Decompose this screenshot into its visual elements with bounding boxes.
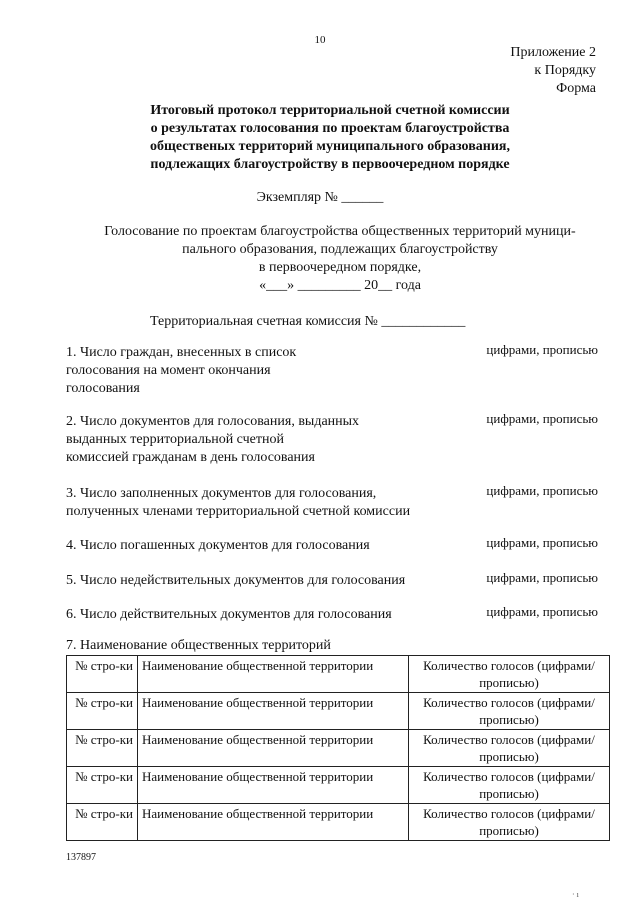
- appendix-line: Форма: [556, 81, 596, 96]
- territory-name-cell: Наименование общественной территории: [138, 804, 409, 841]
- voting-line: в первоочередном порядке,: [258, 260, 422, 275]
- item-text: выданных территориальной счетной: [66, 432, 284, 447]
- voting-date: «___» _________ 20__ года: [259, 278, 421, 293]
- page-number: 10: [314, 34, 326, 46]
- item-7-heading: 7. Наименование общественных территорий: [66, 638, 331, 653]
- row-number-cell: № стро-ки: [67, 656, 138, 693]
- title-line: Итоговый протокол территориальной счетной комиссии: [150, 103, 510, 118]
- appendix-line: к Порядку: [534, 63, 596, 78]
- item-1-hint: цифрами, прописью: [486, 342, 598, 357]
- item-text: голосования на момент окончания: [66, 363, 271, 378]
- table-row: [67, 693, 610, 730]
- territory-name-cell: Наименование общественной территории: [138, 656, 409, 693]
- voting-description: [70, 223, 610, 295]
- item-text: полученных членами территориальной счетной комиссии: [66, 504, 411, 519]
- table-row: [67, 804, 610, 841]
- row-number-cell: № стро-ки: [67, 730, 138, 767]
- item-3: [66, 485, 466, 521]
- item-6: [66, 606, 456, 624]
- item-2: [66, 413, 456, 467]
- document-title: [80, 102, 580, 174]
- item-text: 6. Число действительных документов для голосования: [66, 607, 392, 622]
- row-number-cell: № стро-ки: [67, 693, 138, 730]
- voting-line: Голосование по проектам благоустройства общественных территорий муници-: [104, 224, 576, 239]
- item-text: 4. Число погашенных документов для голосования: [66, 538, 370, 553]
- title-line: подлежащих благоустройству в первоочередном порядке: [150, 157, 510, 172]
- table-row: [67, 730, 610, 767]
- item-3-hint: цифрами, прописью: [486, 483, 598, 498]
- footer-code: 137897: [66, 852, 96, 863]
- appendix-block: [510, 44, 596, 98]
- votes-cell: Количество голосов (цифрами/прописью): [409, 804, 610, 841]
- title-line: о результатах голосования по проектам благоустройства: [150, 121, 510, 136]
- commission-number: Территориальная счетная комиссия № ____________: [150, 314, 466, 329]
- item-text: 5. Число недействительных документов для голосования: [66, 573, 406, 588]
- territory-name-cell: Наименование общественной территории: [138, 693, 409, 730]
- item-5-hint: цифрами, прописью: [486, 570, 598, 585]
- votes-cell: Количество голосов (цифрами/прописью): [409, 730, 610, 767]
- territory-name-cell: Наименование общественной территории: [138, 767, 409, 804]
- table-row: [67, 767, 610, 804]
- appendix-line: Приложение 2: [510, 45, 596, 60]
- votes-cell: Количество голосов (цифрами/прописью): [409, 656, 610, 693]
- item-text: 3. Число заполненных документов для голосования,: [66, 486, 377, 501]
- votes-cell: Количество голосов (цифрами/прописью): [409, 767, 610, 804]
- voting-line: пального образования, подлежащих благоустройству: [182, 242, 498, 257]
- territory-name-cell: Наименование общественной территории: [138, 730, 409, 767]
- item-text: комиссией гражданам в день голосования: [66, 450, 315, 465]
- table-row: [67, 656, 610, 693]
- item-4-hint: цифрами, прописью: [486, 535, 598, 550]
- item-5: [66, 572, 466, 590]
- item-4: [66, 537, 456, 555]
- item-text: голосования: [66, 381, 140, 396]
- row-number-cell: № стро-ки: [67, 804, 138, 841]
- territories-table: [66, 655, 610, 841]
- votes-cell: Количество голосов (цифрами/прописью): [409, 693, 610, 730]
- item-6-hint: цифрами, прописью: [486, 604, 598, 619]
- copy-number: Экземпляр № ______: [256, 190, 384, 205]
- row-number-cell: № стро-ки: [67, 767, 138, 804]
- item-1: [66, 344, 456, 398]
- item-2-hint: цифрами, прописью: [486, 411, 598, 426]
- title-line: общественых территорий муниципального образования,: [150, 139, 510, 154]
- corner-mark: · ı: [572, 890, 579, 899]
- item-text: 2. Число документов для голосования, выданных: [66, 414, 360, 429]
- item-text: 1. Число граждан, внесенных в список: [66, 345, 297, 360]
